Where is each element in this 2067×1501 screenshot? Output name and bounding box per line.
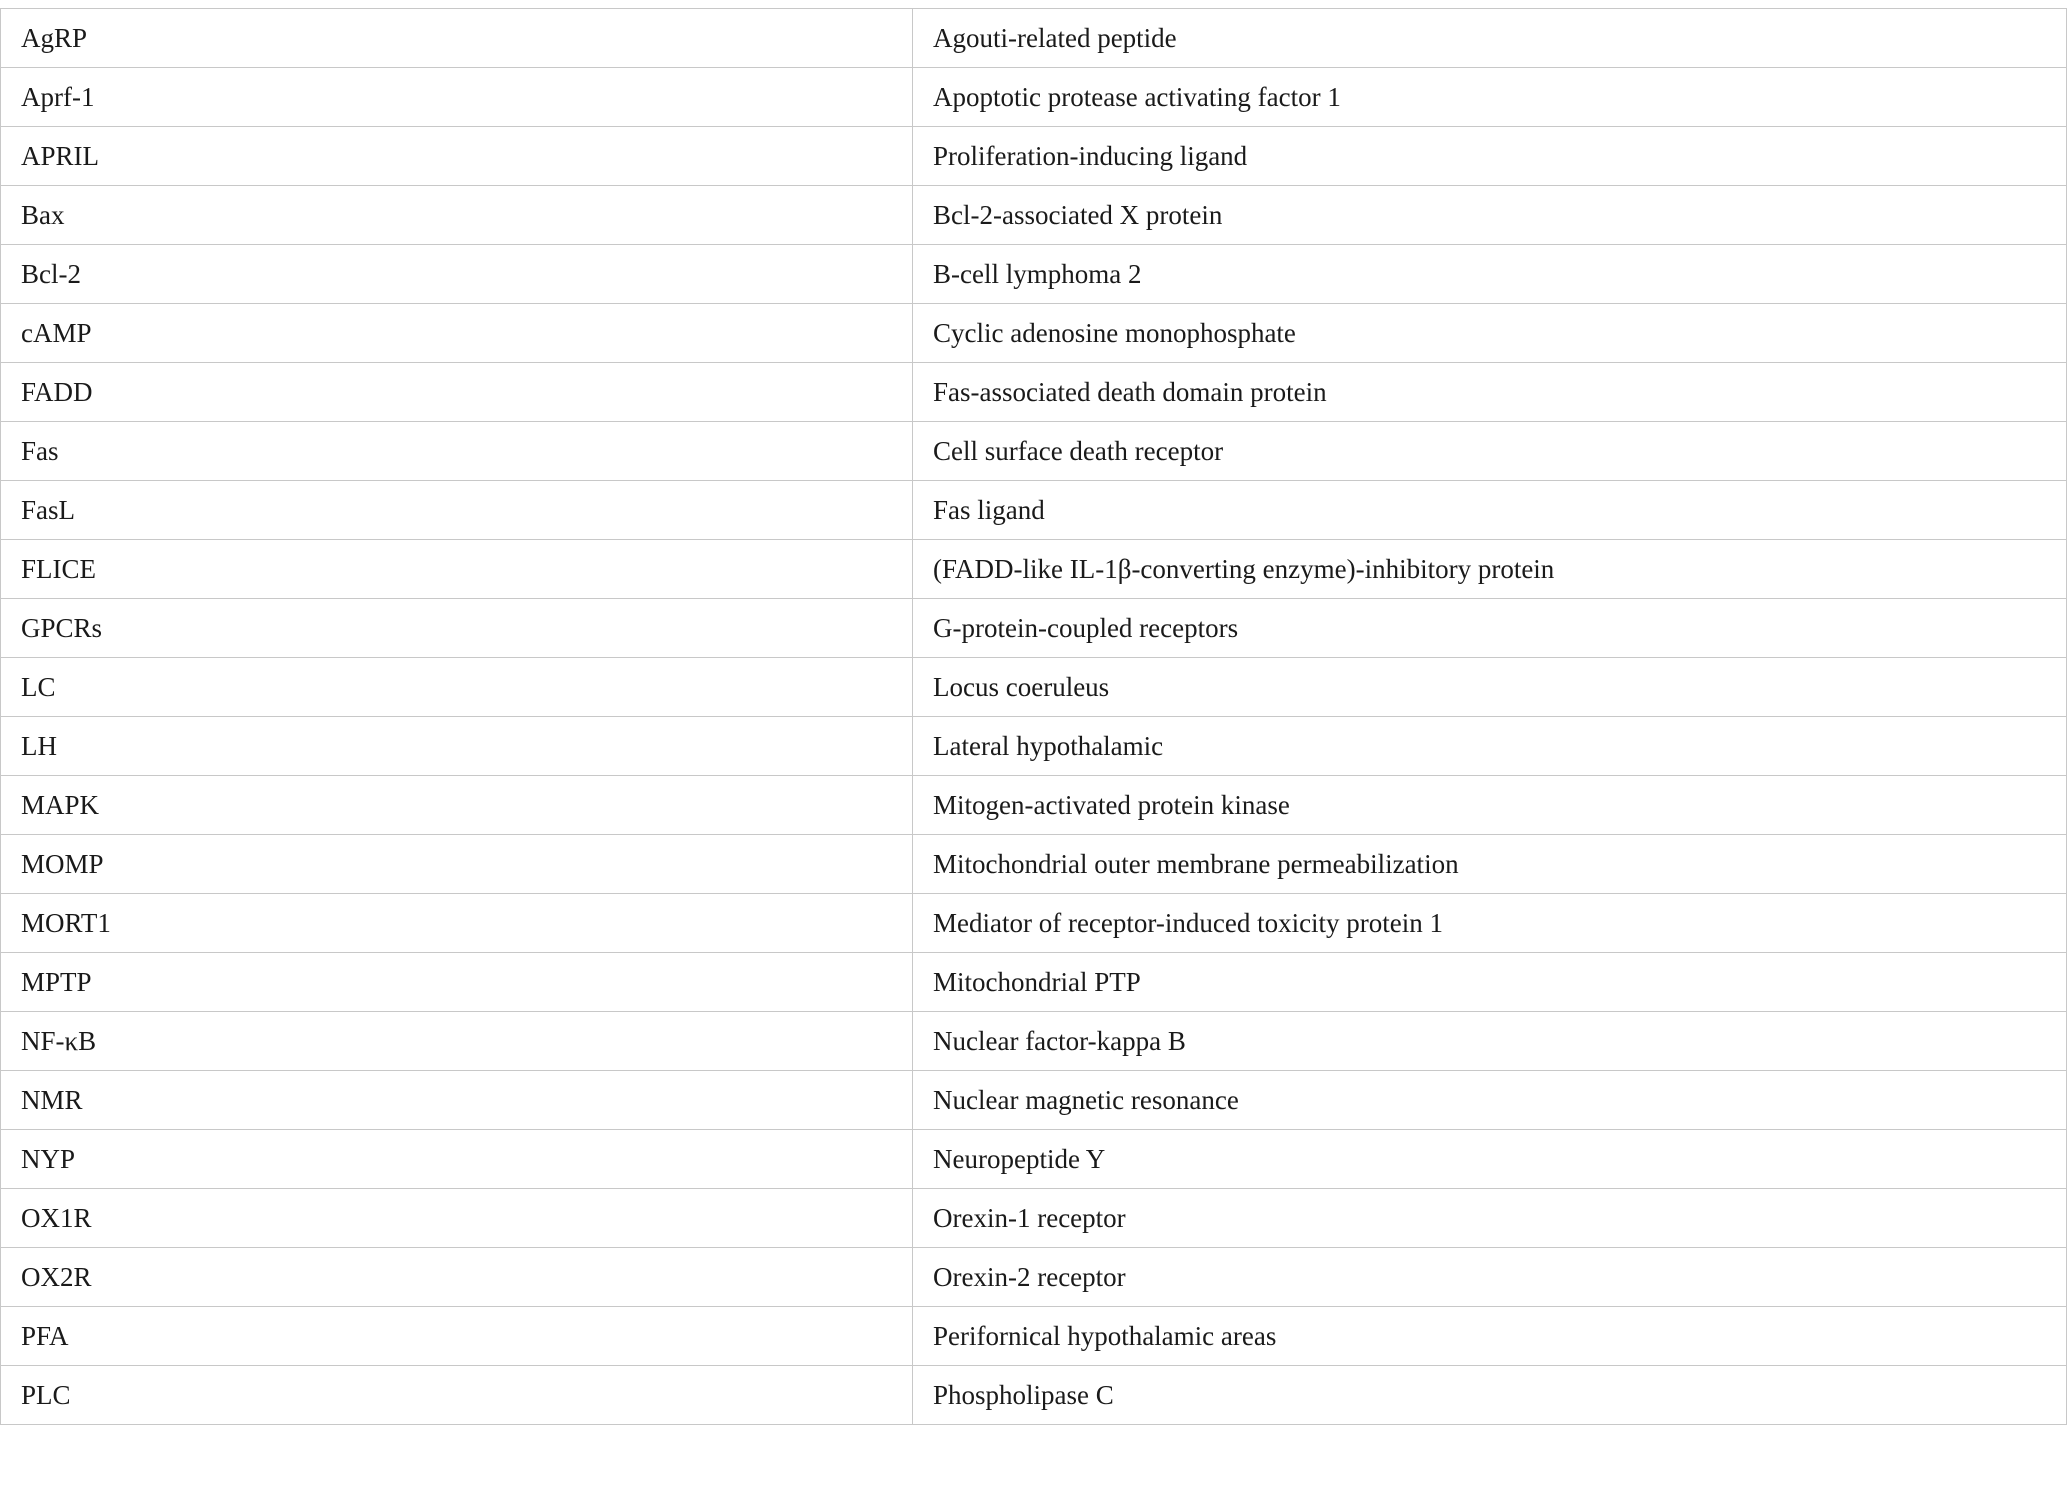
definition-cell: Mitochondrial outer membrane permeabilization — [913, 835, 2067, 894]
abbreviation-cell: MORT1 — [1, 894, 913, 953]
abbreviation-cell: Aprf-1 — [1, 68, 913, 127]
table-row — [1, 1012, 2067, 1071]
abbreviation-cell: Fas — [1, 422, 913, 481]
definition-cell: Orexin-2 receptor — [913, 1248, 2067, 1307]
abbreviation-cell: LH — [1, 717, 913, 776]
table-row — [1, 1248, 2067, 1307]
abbreviation-cell: NMR — [1, 1071, 913, 1130]
abbreviation-cell: APRIL — [1, 127, 913, 186]
table-row — [1, 1366, 2067, 1425]
table-row — [1, 835, 2067, 894]
abbreviation-cell: OX1R — [1, 1189, 913, 1248]
definition-cell: Cell surface death receptor — [913, 422, 2067, 481]
table-row — [1, 1130, 2067, 1189]
table-row — [1, 1189, 2067, 1248]
table-row — [1, 186, 2067, 245]
definition-cell: Mediator of receptor-induced toxicity protein 1 — [913, 894, 2067, 953]
definition-cell: Mitogen-activated protein kinase — [913, 776, 2067, 835]
definition-cell: Neuropeptide Y — [913, 1130, 2067, 1189]
abbreviations-table — [0, 8, 2067, 1425]
table-row — [1, 127, 2067, 186]
definition-cell: G-protein-coupled receptors — [913, 599, 2067, 658]
definition-cell: Locus coeruleus — [913, 658, 2067, 717]
abbreviation-cell: OX2R — [1, 1248, 913, 1307]
abbreviation-cell: MOMP — [1, 835, 913, 894]
definition-cell: Proliferation-inducing ligand — [913, 127, 2067, 186]
table-row — [1, 304, 2067, 363]
abbreviation-cell: FasL — [1, 481, 913, 540]
table-row — [1, 422, 2067, 481]
table-row — [1, 245, 2067, 304]
abbreviation-cell: Bax — [1, 186, 913, 245]
definition-cell: (FADD-like IL-1β-converting enzyme)-inhibitory protein — [913, 540, 2067, 599]
definition-cell: Agouti-related peptide — [913, 9, 2067, 68]
definition-cell: Apoptotic protease activating factor 1 — [913, 68, 2067, 127]
abbreviation-cell: PLC — [1, 1366, 913, 1425]
abbreviation-cell: NF-κB — [1, 1012, 913, 1071]
table-row — [1, 894, 2067, 953]
table-row — [1, 68, 2067, 127]
definition-cell: Mitochondrial PTP — [913, 953, 2067, 1012]
table-row — [1, 481, 2067, 540]
abbreviation-cell: FLICE — [1, 540, 913, 599]
table-row — [1, 953, 2067, 1012]
abbreviation-cell: cAMP — [1, 304, 913, 363]
definition-cell: Fas-associated death domain protein — [913, 363, 2067, 422]
table-row — [1, 599, 2067, 658]
table-body — [1, 9, 2067, 1425]
definition-cell: Phospholipase C — [913, 1366, 2067, 1425]
table-row — [1, 9, 2067, 68]
table-row — [1, 776, 2067, 835]
definition-cell: Cyclic adenosine monophosphate — [913, 304, 2067, 363]
abbreviation-cell: PFA — [1, 1307, 913, 1366]
table-row — [1, 717, 2067, 776]
definition-cell: Lateral hypothalamic — [913, 717, 2067, 776]
abbreviation-cell: AgRP — [1, 9, 913, 68]
table-row — [1, 540, 2067, 599]
abbreviation-cell: Bcl-2 — [1, 245, 913, 304]
abbreviation-cell: LC — [1, 658, 913, 717]
definition-cell: Bcl-2-associated X protein — [913, 186, 2067, 245]
definition-cell: Nuclear magnetic resonance — [913, 1071, 2067, 1130]
definition-cell: Orexin-1 receptor — [913, 1189, 2067, 1248]
abbreviation-cell: FADD — [1, 363, 913, 422]
definition-cell: Fas ligand — [913, 481, 2067, 540]
table-row — [1, 363, 2067, 422]
table-row — [1, 658, 2067, 717]
definition-cell: B-cell lymphoma 2 — [913, 245, 2067, 304]
definition-cell: Perifornical hypothalamic areas — [913, 1307, 2067, 1366]
abbreviation-cell: MAPK — [1, 776, 913, 835]
abbreviation-cell: MPTP — [1, 953, 913, 1012]
abbreviation-cell: GPCRs — [1, 599, 913, 658]
table-row — [1, 1307, 2067, 1366]
abbreviation-cell: NYP — [1, 1130, 913, 1189]
table-row — [1, 1071, 2067, 1130]
definition-cell: Nuclear factor-kappa B — [913, 1012, 2067, 1071]
